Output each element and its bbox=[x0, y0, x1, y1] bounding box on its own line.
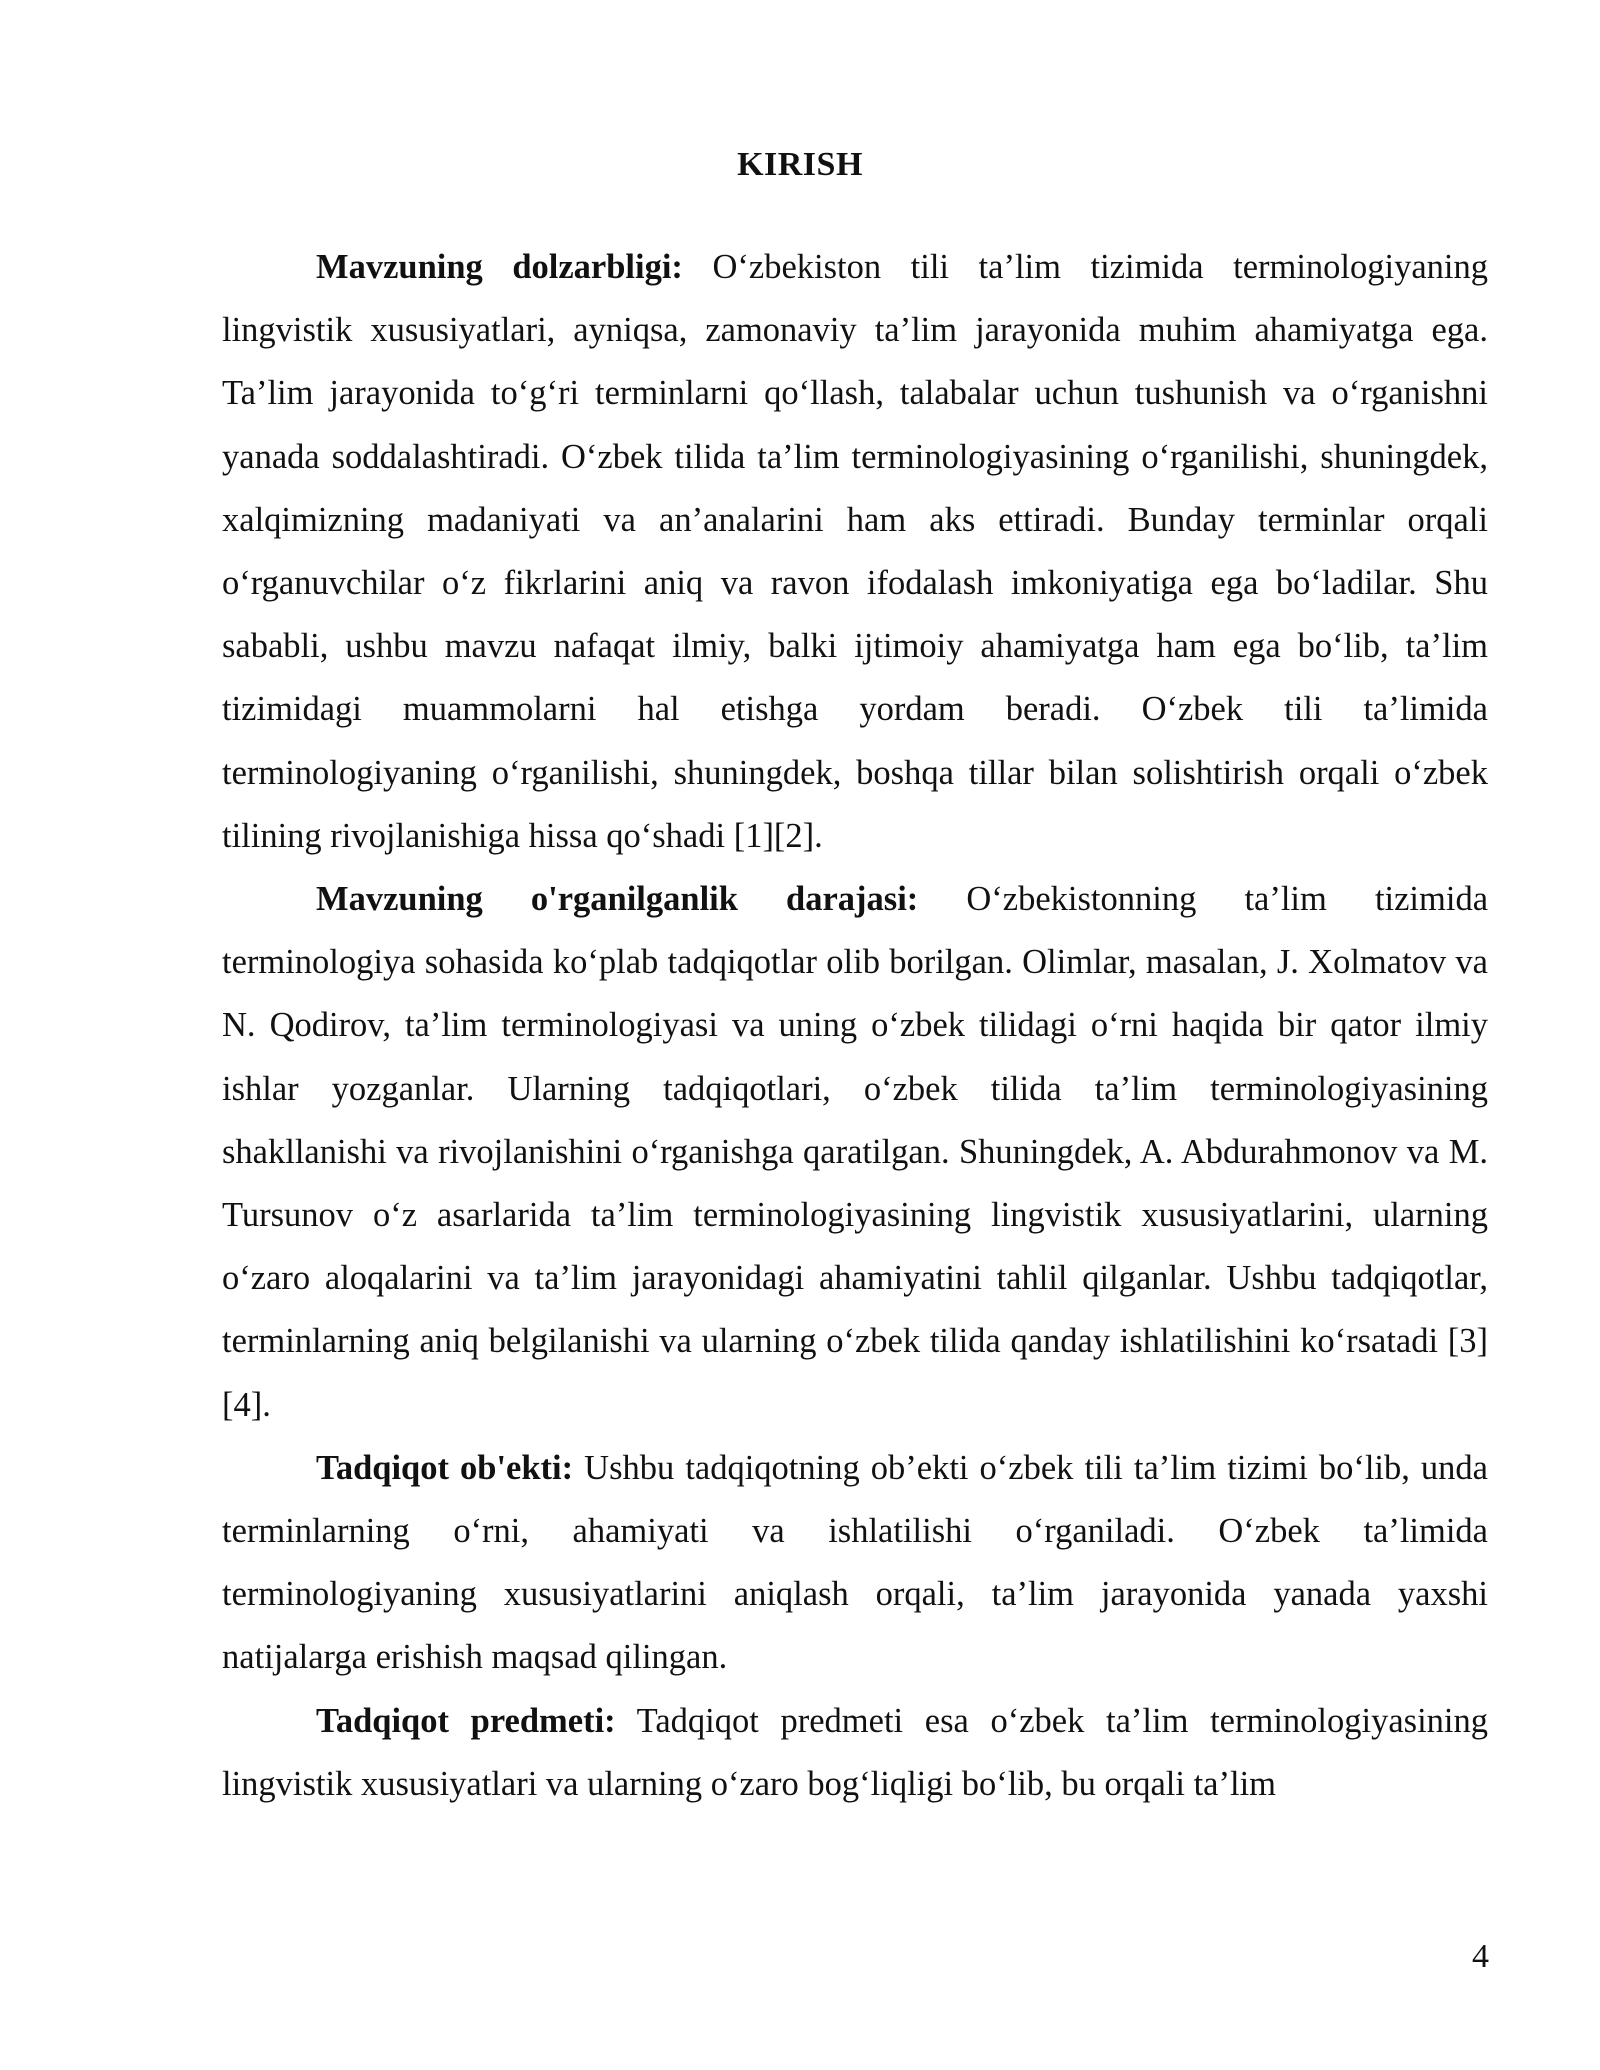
paragraph-relevance bbox=[222, 236, 1488, 868]
paragraph-text: O‘zbekistonning ta’lim tizimida terminologiya sohasida ko‘plab tadqiqotlar olib borilgan. Olimlar, masalan, J. Xolmatov va N. Qodirov, ta’lim terminologiyasi va uning o‘zbek tilidagi o‘rni haqida bir qator ilmiy ishlar yozganlar. Ularning tadqiqotlari, o‘zbek tilida ta’lim terminologiyasining shakllanishi va rivojlanishini o‘rganishga qaratilgan. Shuningdek, A. Abdurahmonov va M. Tursunov o‘z asarlarida ta’lim terminologiyasining lingvistik xususiyatlarini, ularning o‘zaro aloqalarini va ta’lim jarayonidagi ahamiyatini tahlil qilganlar. Ushbu tadqiqotlar, terminlarning aniq belgilanishi va ularning o‘zbek tilida qanday ishlatilishini ko‘rsatadi [3][4]. bbox=[222, 880, 1489, 1424]
paragraph-research-object bbox=[222, 1437, 1488, 1690]
paragraph-heading: Mavzuning dolzarbligi: bbox=[316, 248, 683, 286]
paragraph-text: Tadqiqot predmeti esa o‘zbek ta’lim terminologiyasining lingvistik xususiyatlari va ularning o‘zaro bog‘liqligi bo‘lib, bu orqali ta’lim bbox=[222, 1701, 1488, 1803]
page-number: 4 bbox=[1472, 1938, 1489, 1975]
paragraph-heading: Tadqiqot predmeti: bbox=[316, 1701, 616, 1740]
body-text bbox=[222, 236, 1488, 1816]
paragraph-research-subject bbox=[222, 1690, 1488, 1816]
paragraph-heading: Tadqiqot ob'ekti: bbox=[316, 1448, 574, 1487]
paragraph-degree-of-study bbox=[222, 868, 1488, 1437]
paragraph-text: Ushbu tadqiqotning ob’ekti o‘zbek tili ta’lim tizimi bo‘lib, unda terminlarning o‘rni, ahamiyati va ishlatilishi o‘rganiladi. O‘zbek ta’limida terminologiyaning xususiyatlarini aniqlash orqali, ta’lim jarayonida yanada yaxshi natijalarga erishish maqsad qilingan. bbox=[222, 1448, 1488, 1677]
paragraph-text: O‘zbekiston tili ta’lim tizimida terminologiyaning lingvistik xususiyatlari, ayniqsa, zamonaviy ta’lim jarayonida muhim ahamiyatga ega. Ta’lim jarayonida to‘g‘ri terminlarni qo‘llash, talabalar uchun tushunish va o‘rganishni yanada soddalashtiradi. O‘zbek tilida ta’lim terminologiyasining o‘rganilishi, shuningdek, xalqimizning madaniyati va an’analarini ham aks ettiradi. Bunday terminlar orqali o‘rganuvchilar o‘z fikrlarini aniq va ravon ifodalash imkoniyatiga ega bo‘ladilar. Shu sababli, ushbu mavzu nafaqat ilmiy, balki ijtimoiy ahamiyatga ham ega bo‘lib, ta’lim tizimidagi muammolarni hal etishga yordam beradi. O‘zbek tili ta’limida terminologiyaning o‘rganilishi, shuningdek, boshqa tillar bilan solishtirish orqali o‘zbek tilining rivojlanishiga hissa qo‘shadi [1][2]. bbox=[222, 248, 1488, 855]
page-title: KIRISH bbox=[737, 146, 863, 183]
paragraph-heading: Mavzuning o'rganilganlik darajasi: bbox=[316, 880, 919, 919]
